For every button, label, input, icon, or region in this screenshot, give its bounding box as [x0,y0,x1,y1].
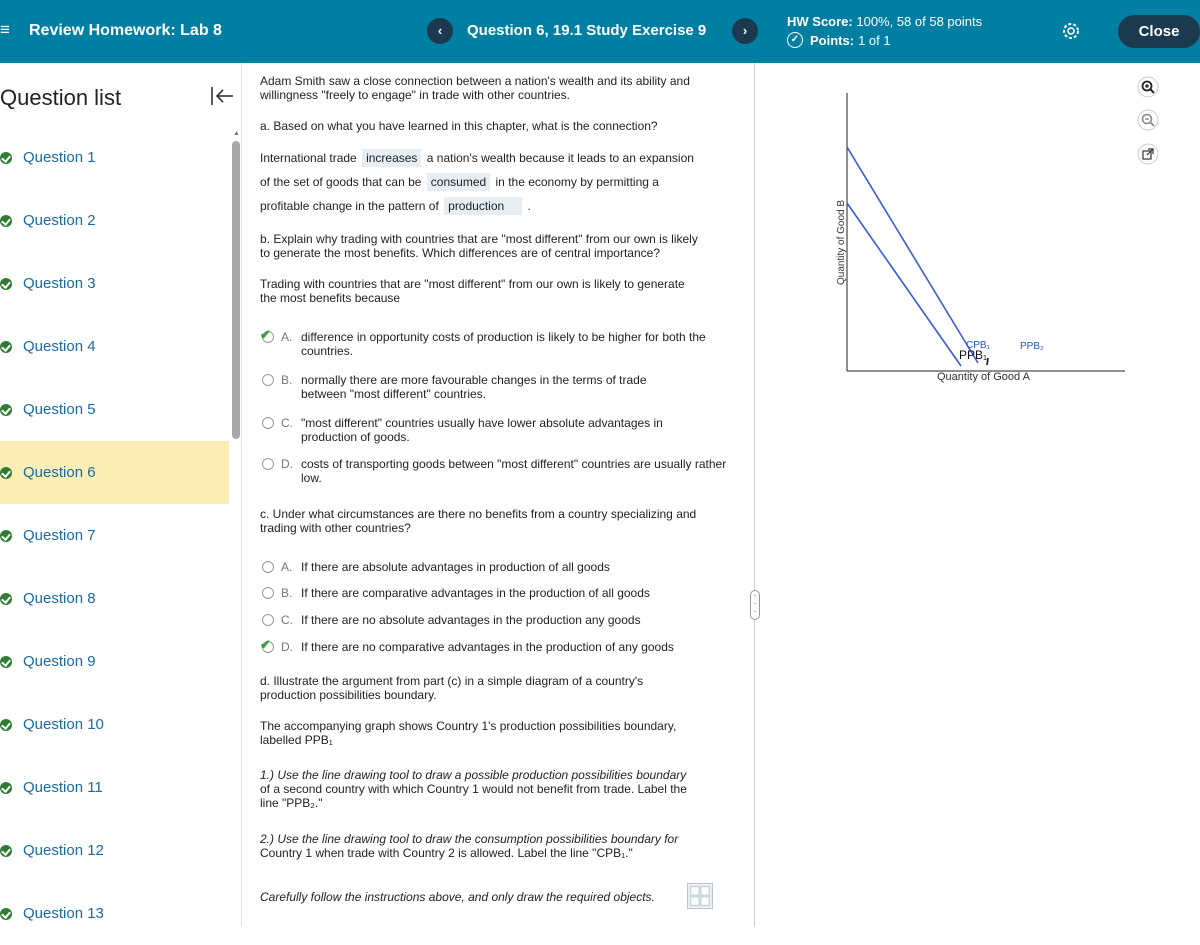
option-text: If there are no absolute advantages in the production any goods [301,613,641,627]
scroll-up-icon[interactable]: ▲ [233,130,240,137]
radio-button[interactable] [262,458,274,470]
intro-line: willingness "freely to engage" in trade with other countries. [260,88,571,102]
option-text: If there are absolute advantages in production of all goods [301,560,610,574]
part-b-line: to generate the most benefits. Which differences are of central importance? [260,246,660,260]
homework-title: Review Homework: Lab 8 [29,22,222,39]
part-d-line: production possibilities boundary. [260,688,437,702]
sidebar-item-question-2[interactable] [0,189,229,252]
option-text: normally there are more favourable changes in the terms of trade between "most different" countries. [301,373,647,401]
gear-icon[interactable] [1061,21,1081,41]
instruction-step-1 [260,768,687,810]
hw-score-label: HW Score: [787,14,853,29]
option-letter: D. [281,457,293,471]
question-label: Question 11 [23,779,103,796]
option-b-c[interactable] [262,416,701,444]
instruction-line: Country 1 when trade with Country 2 is allowed. Label the line "CPB₁." [260,846,633,860]
part-c-line: trading with other countries? [260,521,411,535]
sidebar-item-question-11[interactable] [0,756,229,819]
question-label: Question 7 [23,527,96,544]
option-letter: C. [281,416,293,430]
checkmark-icon: ✔ [260,637,271,652]
ppb1-line[interactable] [847,203,961,366]
ppb2-marker[interactable] [987,358,988,365]
sidebar-item-question-1[interactable] [0,126,229,189]
question-list-title: Question list [0,85,122,110]
menu-icon[interactable]: ≡ [0,20,10,39]
option-letter: B. [281,586,293,600]
check-icon [0,719,12,731]
option-b-a[interactable] [260,327,721,358]
radio-button[interactable] [260,637,274,653]
check-icon [0,845,12,857]
instruction-step-2 [260,832,678,860]
part-b-lead-line: Trading with countries that are "most different" from our own is likely to generate [260,277,685,291]
part-b-prompt [260,232,698,260]
sidebar-item-question-10[interactable] [0,693,229,756]
check-icon [0,278,12,290]
part-b-lead [260,277,685,305]
option-c-c[interactable] [262,613,721,627]
option-c-b[interactable] [262,586,721,600]
sidebar-item-question-3[interactable] [0,252,229,315]
check-icon [0,593,12,605]
hw-score [787,14,982,29]
part-a-answer-line-1 [260,151,694,165]
radio-button[interactable] [260,327,274,343]
instruction-line: line "PPB₂." [260,796,323,810]
option-b-d[interactable] [262,457,731,485]
y-axis-label: Quantity of Good B [836,199,847,285]
question-title: Question 6, 19.1 Study Exercise 9 [467,22,707,39]
check-icon [0,341,12,353]
part-d-prompt [260,674,643,702]
ppb-graph[interactable] [756,63,1200,463]
part-c-line: c. Under what circumstances are there no benefits from a country specializing and [260,507,697,521]
answer-text: . [527,199,531,213]
option-letter: A. [281,330,293,344]
instruction-line: 1.) Use the line drawing tool to draw a possible production possibilities boundary [260,768,687,782]
answer-text: International trade [260,151,357,165]
question-label: Question 13 [23,905,104,922]
intro-text [260,74,690,102]
resize-handle-icon[interactable]: · · · [750,590,760,620]
option-b-b[interactable] [262,373,691,401]
sidebar-item-question-7[interactable] [0,504,229,567]
hw-score-value: 100%, 58 of 58 points [856,14,983,29]
check-icon [0,530,12,542]
fill-in-production[interactable]: production [444,197,522,215]
graph-description-line: The accompanying graph shows Country 1's production possibilities boundary, [260,719,677,733]
question-label: Question 5 [23,401,96,418]
previous-question-button[interactable]: ‹ [427,18,453,44]
option-text: "most different" countries usually have lower absolute advantages in production of goods. [301,416,663,444]
answer-text: of the set of goods that can be [260,175,422,189]
radio-button[interactable] [262,587,274,599]
check-icon [0,467,12,479]
question-label: Question 12 [23,842,104,859]
radio-button[interactable] [262,561,274,573]
intro-line: Adam Smith saw a close connection between a nation's wealth and its ability and [260,74,690,88]
sidebar-item-question-9[interactable] [0,630,229,693]
question-label: Question 2 [23,212,96,229]
part-a-answer-line-3 [260,199,531,213]
part-a-prompt: a. Based on what you have learned in this chapter, what is the connection? [260,119,658,133]
question-list-sidebar [0,63,242,927]
sidebar-item-question-12[interactable] [0,819,229,882]
question-label: Question 10 [23,716,104,733]
ppb1-label: PPB₁ [959,348,988,362]
option-c-d[interactable] [260,637,721,654]
x-axis-label: Quantity of Good A [937,371,1030,383]
option-letter: D. [281,640,293,654]
checkmark-icon: ✔ [260,327,271,342]
points [787,32,891,48]
question-label: Question 3 [23,275,96,292]
question-label: Question 1 [23,149,96,166]
sidebar-item-question-4[interactable] [0,315,229,378]
answer-text: in the economy by permitting a [495,175,659,189]
option-letter: C. [281,613,293,627]
option-letter: B. [281,373,293,387]
radio-button[interactable] [262,374,274,386]
check-icon [0,404,12,416]
question-label: Question 6 [23,464,96,481]
part-a-answer-line-2 [260,175,659,189]
answer-text: profitable change in the pattern of [260,199,439,213]
next-question-button[interactable]: › [732,18,758,44]
graph-tool-icon[interactable] [687,883,713,909]
option-text: If there are no comparative advantages in the production of any goods [301,640,674,654]
part-c-prompt [260,507,696,535]
check-circle-icon: ✓ [787,32,803,48]
option-letter: A. [281,560,293,574]
check-icon [0,656,12,668]
cpb-line[interactable] [847,147,978,363]
sidebar-item-question-6[interactable] [0,441,229,504]
check-icon [0,908,12,920]
footer-instruction: Carefully follow the instructions above, and only draw the required objects. [260,890,655,904]
cpb-label: CPB₁ [966,340,990,351]
collapse-sidebar-icon[interactable] [209,83,235,109]
sidebar-item-question-8[interactable] [0,567,229,630]
question-label: Question 9 [23,653,96,670]
points-value: 1 of 1 [858,32,891,48]
part-b-line: b. Explain why trading with countries that are "most different" from our own is likely [260,232,698,246]
check-icon [0,782,12,794]
sidebar-item-question-5[interactable] [0,378,229,441]
points-label: Points: [810,32,855,48]
check-icon [0,152,12,164]
graph-description [260,719,676,747]
fill-in-increases[interactable]: increases [362,149,421,167]
top-bar [0,0,1200,63]
ppb2-label: PPB₂ [1020,341,1044,352]
radio-button[interactable] [262,614,274,626]
panel-divider [754,63,755,927]
question-label: Question 4 [23,338,96,355]
option-text: difference in opportunity costs of production is likely to be higher for both the countries. [301,330,706,358]
option-c-a[interactable] [262,560,721,574]
sidebar-scrollbar[interactable] [232,141,240,439]
question-content [242,63,756,927]
part-d-line: d. Illustrate the argument from part (c) in a simple diagram of a country's [260,674,644,688]
graph-panel [756,63,1200,927]
question-label: Question 8 [23,590,96,607]
radio-button[interactable] [262,417,274,429]
instruction-line: of a second country with which Country 1 would not benefit from trade. Label the [260,782,687,796]
option-text: costs of transporting goods between "most different" countries are usually rather low. [301,457,727,485]
check-icon [0,215,12,227]
answer-text: a nation's wealth because it leads to an expansion [426,151,694,165]
fill-in-consumed[interactable]: consumed [427,173,490,191]
close-button[interactable]: Close [1118,15,1200,48]
part-b-lead-line: the most benefits because [260,291,401,305]
instruction-line: 2.) Use the line drawing tool to draw the consumption possibilities boundary for [260,832,679,846]
sidebar-item-question-13[interactable] [0,882,229,945]
option-text: If there are comparative advantages in the production of all goods [301,586,650,600]
graph-description-line: labelled PPB₁ [260,733,333,747]
